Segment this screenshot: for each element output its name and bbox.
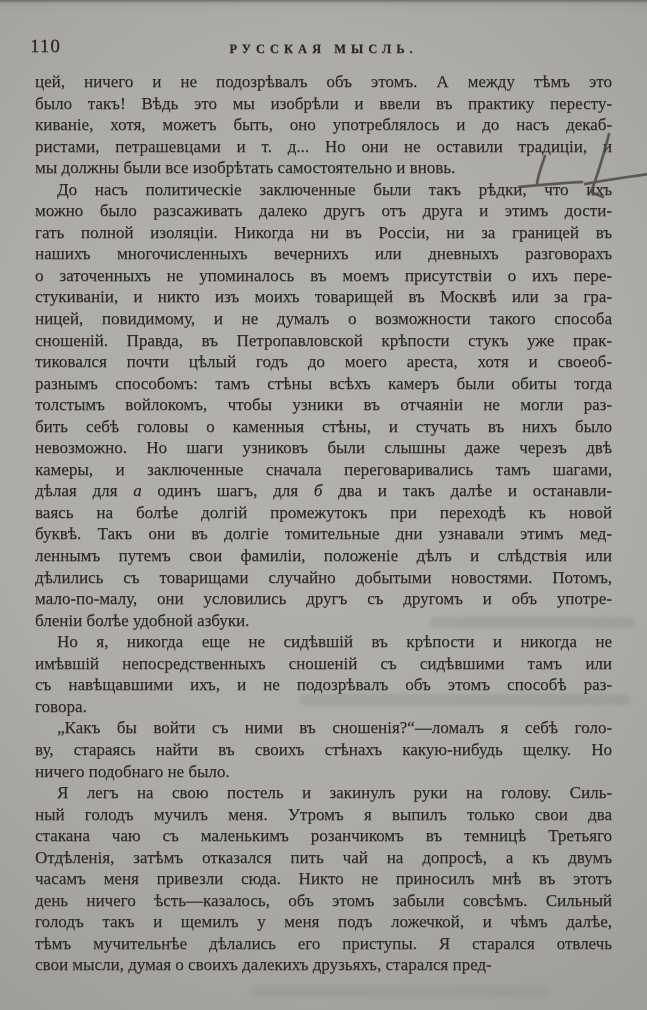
text-line: гать полной изоляціи. Никогда ни въ Россіи, ни за границей въ (35, 222, 612, 242)
text-line: ристами, петрашевцами и т. д... Но они не оставили традиціи, и (35, 136, 612, 156)
text-line: ваясь на болѣе долгій промежутокъ при переходѣ къ новой (35, 502, 612, 522)
text-line: дѣлая для а одинъ шагъ, для б два и такъ далѣе и останавли- (35, 481, 612, 501)
text-line: было такъ! Вѣдь это мы изобрѣли и ввели въ практику пересту- (35, 93, 612, 113)
text-line: стакана чаю съ маленькимъ розанчикомъ въ темницѣ Третьяго (35, 826, 612, 846)
text-line: ницей, повидимому, и не думалъ о возможности такого способа (35, 309, 612, 329)
text-line: Я легъ на свою постель и закинулъ руки на голову. Силь- (57, 783, 612, 803)
text-line: киваніе, хотя, можетъ быть, оно употреблялось и до насъ декаб- (35, 115, 612, 135)
text-line: Но я, никогда еще не сидѣвшій въ крѣпости и никогда не (57, 632, 612, 652)
show-through-smudge (300, 694, 630, 705)
body-text (35, 71, 612, 976)
text-line: леннымъ путемъ свои фамиліи, положеніе дѣлъ и слѣдствія или (35, 546, 612, 566)
text-line: голодъ такъ и щемилъ у меня подъ ложечкой, и чѣмъ далѣе, (35, 912, 612, 932)
page-number: 110 (30, 36, 61, 57)
text-line: тѣмъ мучительнѣе дѣлались его приступы. Я старался отвлечь (35, 933, 612, 953)
text-line: ный голодъ мучилъ меня. Утромъ я выпилъ только свои два (35, 804, 612, 824)
text-line: ву, стараясь найти въ своихъ стѣнахъ какую-нибудь щелку. Но (35, 739, 612, 759)
text-line: дѣлились съ товарищами случайно добытыми новостями. Потомъ, (35, 567, 612, 587)
text-line: можно было разсаживать далеко другъ отъ друга и этимъ дости- (35, 201, 612, 221)
text-line: имѣвшій непосредственныхъ сношеній съ сидѣвшими тамъ или (35, 653, 612, 673)
text-line: камеры, и заключенные сначала переговаривались тамъ шагами, (35, 459, 612, 479)
text-line: сношеній. Правда, въ Петропавловской крѣпости стукъ уже прак- (35, 330, 612, 350)
text-line: невозможно. Но шаги узниковъ были слышны даже черезъ двѣ (35, 438, 612, 458)
paragraph (35, 782, 612, 976)
text-line: нашихъ многочисленныхъ вечернихъ или дневныхъ разговорахъ (35, 244, 612, 264)
text-line: мы должны были все изобрѣтать самостоятельно и вновь. (35, 158, 456, 178)
text-line: „Какъ бы войти съ ними въ сношенія?“—ломалъ я себѣ голо- (57, 718, 612, 738)
text-line: день ничего ѣсть—казалось, объ этомъ забыли совсѣмъ. Сильный (35, 890, 612, 910)
text-line: тиковался почти цѣлый годъ до моего ареста, хотя и своеоб- (35, 352, 612, 372)
text-line: ничего подобнаго не было. (35, 761, 230, 781)
paragraph (35, 71, 612, 179)
show-through-smudge (250, 986, 550, 997)
text-line: цей, ничего и не подозрѣвалъ объ этомъ. А между тѣмъ это (35, 72, 612, 91)
paragraph (35, 717, 612, 782)
text-line: бить себѣ головы о каменныя стѣны, и стучать въ нихъ было (35, 416, 612, 436)
text-line: говора. (35, 696, 87, 716)
text-line: бленіи болѣе удобной азбуки. (35, 610, 250, 630)
text-line: буквѣ. Такъ они въ долгіе томительные дни узнавали этимъ мед- (35, 524, 612, 544)
text-line: стукиваніи, и никто изъ моихъ товарищей въ Москвѣ или за гра- (35, 287, 612, 307)
paragraph (35, 179, 612, 631)
text-line: свои мысли, думая о своихъ далекихъ друзьяхъ, старался пред- (35, 955, 492, 975)
text-line: Отдѣленія, затѣмъ отказался пить чай на допросѣ, а къ двумъ (35, 847, 612, 867)
text-line: толстымъ войлокомъ, чтобы узники въ отчаяніи не могли раз- (35, 395, 612, 415)
running-head-title: РУССКАЯ МЫСЛЬ. (229, 42, 418, 56)
text-line: о заточенныхъ не упоминалось въ моемъ присутствіи о ихъ пере- (35, 265, 612, 285)
text-line: разнымъ способомъ: тамъ стѣны всѣхъ камеръ были обиты тогда (35, 373, 612, 393)
show-through-smudge (430, 617, 635, 628)
text-line: мало-по-малу, они условились другъ съ другомъ и объ употре- (35, 589, 612, 609)
text-line: часамъ меня привезли сюда. Никто не приносилъ мнѣ въ этотъ (35, 869, 612, 889)
text-line: съ навѣщавшими ихъ, и не подозрѣвалъ объ этомъ способѣ раз- (35, 675, 612, 695)
page-top-edge (0, 0, 647, 3)
text-line: До насъ политическіе заключенные были такъ рѣдки, что ихъ (57, 179, 612, 199)
